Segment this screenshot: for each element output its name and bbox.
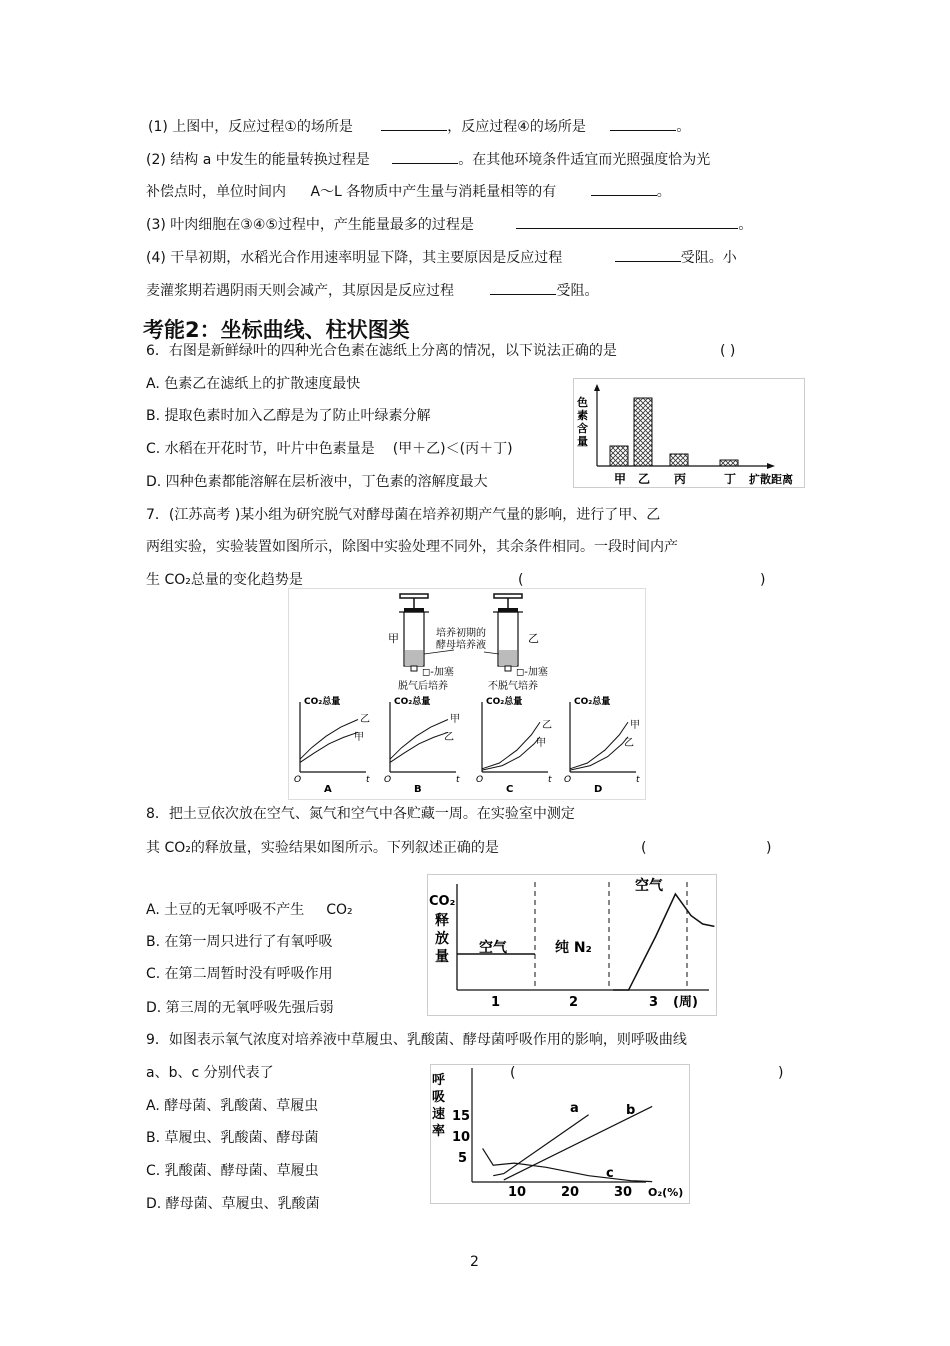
curve-bottom	[390, 732, 448, 772]
option-panel-C[interactable]	[476, 695, 552, 795]
region-label-n2: 纯 N₂	[555, 940, 592, 956]
q7-figure	[288, 588, 646, 800]
q6-answer-paren[interactable]: ( )	[720, 343, 736, 359]
q8-paren-left[interactable]: (	[641, 840, 647, 856]
curve-label-b: b	[626, 1103, 636, 1118]
x-axis-arrow	[767, 463, 775, 469]
q8-option-b[interactable]: B. 在第一周只进行了有氧呼吸	[146, 934, 333, 950]
q9-option-c[interactable]: C. 乳酸菌、酵母菌、草履虫	[146, 1163, 319, 1179]
q-prev-line-4: (3) 叶肉细胞在③④⑤过程中，产生能量最多的过程是 。	[146, 217, 753, 233]
y-tick: 10	[452, 1130, 471, 1145]
curve-label-top: 甲	[630, 720, 640, 731]
curve-top	[482, 722, 540, 772]
category-label: 丁	[724, 472, 737, 486]
syringe-yi	[493, 594, 523, 671]
q8-line-1: 8．把土豆依次放在空气、氮气和空气中各贮藏一周。在实验室中测定	[146, 806, 575, 822]
q9-chart-svg	[430, 1064, 690, 1204]
x-unit: O₂(%)	[648, 1186, 684, 1199]
curve-label-a: a	[570, 1101, 579, 1116]
syringe-jia	[399, 594, 429, 671]
culture-label-1: 培养初期的	[436, 628, 486, 639]
q-prev-line-3: 补偿点时，单位时间内 A～L 各物质中产生量与消耗量相等的有 。	[146, 184, 671, 200]
region-label-air-2: 空气	[635, 878, 663, 894]
page-number: 2	[470, 1254, 479, 1270]
q-prev-line-5: (4) 干旱初期，水稻光合作用速率明显下降，其主要原因是反应过程 受阻。小	[146, 250, 737, 266]
plug-label-1: ◻-加塞	[422, 667, 454, 678]
chart-frame	[574, 379, 805, 488]
option-panel-A[interactable]	[294, 695, 370, 795]
y-label-part: CO₂	[429, 894, 456, 909]
q8-option-a[interactable]: A. 土豆的无氧呼吸不产生 CO₂	[146, 902, 353, 918]
option-panel-B[interactable]	[384, 695, 460, 795]
plug-label-2: ◻-加塞	[516, 667, 548, 678]
pointer-line	[484, 652, 499, 654]
y-axis-label: CO₂总量	[394, 697, 431, 707]
y-label-char: 素	[577, 409, 588, 422]
x-tick: 20	[561, 1185, 580, 1200]
q8-option-c[interactable]: C. 在第二周暂时没有呼吸作用	[146, 966, 333, 982]
q9-option-b[interactable]: B. 草履虫、乳酸菌、酵母菌	[146, 1130, 319, 1146]
origin-label: O	[384, 775, 392, 785]
q9-option-a[interactable]: A. 酵母菌、乳酸菌、草履虫	[146, 1098, 319, 1114]
curve-top	[570, 722, 628, 772]
t-axis-label: t	[548, 775, 552, 785]
q9-option-d[interactable]: D. 酵母菌、草履虫、乳酸菌	[146, 1196, 320, 1212]
x-tick: 10	[508, 1185, 527, 1200]
y-label-part: 释	[435, 913, 449, 929]
t-axis-label: t	[636, 775, 640, 785]
curve-c	[483, 1148, 653, 1181]
option-letter: A	[324, 784, 332, 795]
q7-paren-right[interactable]: )	[760, 572, 766, 588]
answer-blank[interactable]	[610, 117, 676, 131]
q7-paren-left[interactable]: (	[518, 572, 524, 588]
answer-blank[interactable]	[381, 117, 447, 131]
curve-label-bottom: 乙	[444, 732, 454, 743]
y-axis-label: CO₂总量	[304, 697, 341, 707]
q8-co2-release-chart	[427, 874, 717, 1016]
q9-line-1: 9．如图表示氧气浓度对培养液中草履虫、乳酸菌、酵母菌呼吸作用的影响，则呼吸曲线	[146, 1032, 687, 1048]
x-axis-label: 扩散距离	[749, 473, 793, 486]
q9-paren-right[interactable]: )	[778, 1065, 784, 1081]
y-label-char: 率	[432, 1124, 446, 1139]
figure-frame	[289, 589, 646, 800]
bar-0	[610, 446, 628, 466]
curve-label-top: 甲	[450, 714, 460, 725]
label-yi: 乙	[528, 632, 539, 645]
q8-option-d[interactable]: D. 第三周的无氧呼吸先强后弱	[146, 1000, 334, 1016]
label-jia: 甲	[388, 632, 399, 645]
y-axis-label: CO₂总量	[486, 697, 523, 707]
answer-blank[interactable]	[615, 248, 681, 262]
category-label: 丙	[674, 472, 687, 486]
option-panel-D[interactable]	[564, 695, 640, 795]
answer-blank[interactable]	[392, 150, 458, 164]
y-label-char: 吸	[432, 1090, 446, 1105]
region-label-air: 空气	[479, 940, 507, 956]
q9-respiration-chart	[430, 1064, 690, 1204]
bar-1	[634, 398, 652, 466]
q8-paren-right[interactable]: )	[766, 840, 772, 856]
curve-top	[300, 720, 358, 773]
answer-blank[interactable]	[516, 215, 738, 229]
treatment-label-1: 脱气后培养	[398, 681, 448, 692]
q6-option-a[interactable]: A. 色素乙在滤纸上的扩散速度最快	[146, 376, 361, 392]
y-label-char: 速	[432, 1107, 446, 1122]
section-title: 考能2：坐标曲线、柱状图类	[143, 318, 410, 342]
t-axis-label: t	[456, 775, 460, 785]
t-axis-label: t	[366, 775, 370, 785]
answer-blank[interactable]	[490, 281, 556, 295]
y-tick: 15	[452, 1109, 471, 1124]
x-tick: 30	[614, 1185, 633, 1200]
q9-line-2: a、b、c 分别代表了	[146, 1065, 274, 1081]
origin-label: O	[564, 775, 572, 785]
q7-line-1: 7．(江苏高考 )某小组为研究脱气对酵母菌在培养初期产气量的影响，进行了甲、乙	[146, 507, 661, 523]
curve-label-c: c	[606, 1166, 614, 1181]
y-label-part: 量	[435, 949, 449, 965]
curve-label-bottom: 乙	[624, 738, 634, 749]
q6-option-b[interactable]: B. 提取色素时加入乙醇是为了防止叶绿素分解	[146, 408, 431, 424]
q8-chart-svg	[427, 874, 717, 1016]
category-label: 乙	[638, 472, 651, 486]
q7-line-3: 生 CO₂总量的变化趋势是	[146, 572, 303, 588]
x-tick: 3	[649, 995, 659, 1010]
option-letter: D	[594, 784, 603, 795]
y-tick: 5	[458, 1151, 468, 1166]
q6-stem: 6．右图是新鲜绿叶的四种光合色素在滤纸上分离的情况，以下说法正确的是	[146, 343, 617, 359]
x-tick: 2	[569, 995, 579, 1010]
q7-line-2: 两组实验，实验装置如图所示，除图中实验处理不同外，其余条件相同。一段时间内产	[146, 539, 678, 555]
co2-release-curve-week3	[613, 894, 714, 990]
y-label-char: 色	[577, 396, 588, 409]
q7-figure-svg	[288, 588, 646, 800]
bar-2	[670, 454, 688, 466]
curve-label-top: 乙	[542, 720, 552, 731]
origin-label: O	[294, 775, 302, 785]
origin-label: O	[476, 775, 484, 785]
y-axis-arrow	[594, 384, 600, 391]
q6-option-d[interactable]: D. 四种色素都能溶解在层析液中，丁色素的溶解度最大	[146, 474, 488, 490]
y-label-char: 呼	[432, 1073, 446, 1088]
y-label-char: 含	[577, 422, 588, 435]
q8-line-2: 其 CO₂的释放量，实验结果如图所示。下列叙述正确的是	[146, 840, 499, 856]
curve-label-bottom: 甲	[354, 732, 364, 743]
curve-bottom	[300, 732, 358, 772]
q6-chart-svg	[573, 378, 805, 488]
option-letter: B	[414, 784, 422, 795]
y-axis-label: CO₂总量	[574, 697, 611, 707]
q6-pigment-bar-chart	[573, 378, 805, 488]
curve-top	[390, 720, 448, 773]
bar-3	[720, 460, 738, 466]
q-prev-line-1: (1) 上图中，反应过程①的场所是 ，反应过程④的场所是 。	[148, 119, 691, 135]
q9-paren-left[interactable]: (	[510, 1065, 516, 1081]
culture-label-2: 酵母培养液	[436, 640, 486, 651]
x-unit: (周)	[673, 995, 698, 1010]
treatment-label-2: 不脱气培养	[488, 681, 538, 692]
curve-label-top: 乙	[360, 714, 370, 725]
q-prev-line-6: 麦灌浆期若遇阴雨天则会减产，其原因是反应过程 受阻。	[146, 283, 599, 299]
q6-option-c[interactable]: C. 水稻在开花时节，叶片中色素量是 (甲＋乙)＜(丙＋丁)	[146, 441, 513, 457]
x-tick: 1	[491, 995, 501, 1010]
category-label: 甲	[614, 472, 627, 486]
q-prev-line-2: (2) 结构 a 中发生的能量转换过程是 。在其他环境条件适宜而光照强度恰为光	[146, 152, 711, 168]
y-label-char: 量	[577, 435, 588, 448]
answer-blank[interactable]	[591, 182, 657, 196]
option-letter: C	[506, 784, 514, 795]
y-label-part: 放	[435, 931, 449, 947]
curve-label-bottom: 甲	[536, 738, 546, 749]
